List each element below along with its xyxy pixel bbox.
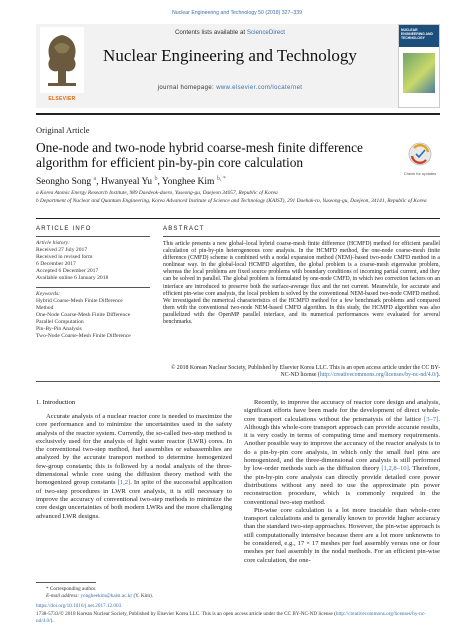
sciencedirect-link[interactable]: ScienceDirect [246,29,286,36]
paragraph-text: Accurate analysis of a nuclear reactor core is needed to maximize the core performance and to minimize the uncertainties used in the safety analysis of the reactor system. Currently, the so-called two-step method is exclusively used for the analysis of light water reactor (LWR) cores. In the conventional two-step method, fuel assemblies or subassemblies are analyzed by the accurate transport method to determine homogenized few-group constants; this is followed by a nodal analysis of the three-dimensional whole core using the diffusion theory method with the homogenized group constants [36,413,232,487]
cover-title: NUCLEAR ENGINEERING AND TECHNOLOGY [401,28,433,40]
history-item: 6 December 2017 [36,261,76,267]
citation-link[interactable]: [3–7] [424,415,439,423]
keyword-item: Hybrid Coarse-Mesh Finite Difference [36,298,123,304]
paragraph-text: . In spite of the successful application of two-step procedures in LWR core analysis, it is still necessary to improve the accuracy of conventional two-step methods to minimize the core design uncertainties of both modern LWRs and the more challenging advanced LWR designs. [36,479,233,520]
license-suffix: ). [50,617,54,624]
author-name[interactable]: , Hwanyeal Yu [96,177,155,188]
journal-citation-line[interactable]: Nuclear Engineering and Technology 50 (2018) 327–339 [172,10,302,16]
journal-homepage [90,85,370,91]
copyright-suffix: ). [436,372,440,379]
article-info-heading: ARTICLE INFO [36,226,92,232]
contents-prefix: Contents lists available at [174,29,247,36]
citation-link[interactable]: [1,2,8–10] [381,465,409,473]
affiliation-a: a Korea Atomic Energy Research Institute, 989 Daedeok-daero, Yuseong-gu, Daejeon 34057, Republic of Korea [36,190,278,196]
article-info-divider [36,236,150,237]
contents-availability [90,29,370,36]
paragraph-text: . Therefore, the pin-by-pin core analysis can directly provide detailed core power distributions without any need to use the approximate pin power reconstruction procedure, which is commonly required in the conventional two-step method. [244,465,440,506]
section-heading-introduction: 1. Introduction [36,399,76,406]
check-for-updates-label[interactable]: Check for updates [403,171,437,176]
history-item: Received 27 July 2017 [36,247,88,253]
license-link[interactable]: http://creativecommons.org/licenses/by-nc-nd/4.0/ [319,372,437,379]
publisher-name: ELSEVIER [48,96,76,102]
copyright-text: © 2018 Korean Nuclear Society, Published by Elsevier Korea LLC. This is an open access article under the CC BY-NC-ND license ( [170,365,440,379]
author-list [36,176,226,187]
abstract-divider [163,236,440,237]
body-column-right [244,399,440,565]
article-type: Original Article [36,125,90,135]
email-label: E-mail address: [46,593,81,599]
citation-link[interactable]: [1,2] [117,479,131,487]
history-item: Accepted 6 December 2017 [36,268,99,274]
history-item: Available online 6 January 2018 [36,275,109,281]
body-paragraph [244,399,440,507]
keywords-label: Keywords: [36,291,61,297]
keywords-divider [36,287,150,288]
elsevier-tree-logo[interactable] [40,27,84,93]
license-text: 1738-5733/© 2018 Korean Nuclear Society, Published by Elsevier Korea LLC. This is an open access article under the CC BY-NC-ND license ( [36,611,336,617]
history-label: Article history: [36,240,71,246]
abstract-bottom-divider [36,381,440,382]
paragraph-text: . Although this whole-core transport approach can provide accurate results, it is very costly in terms of computing time and memory requirements. Another possible way to improve the accuracy of the reactor analysis is to do a pin-by-pin core analysis, in which only the small fuel pins are homogenized, and the three-dimensional core analysis is still performed by low-order methods such as the diffusion theory [244,415,440,473]
history-item: Received in revised form [36,254,93,260]
body-paragraph [36,413,232,521]
author-name[interactable]: Seongho Song [36,177,94,188]
copyright-notice [163,365,440,379]
affiliation-b: b Department of Nuclear and Quantum Engineering, Korea Advanced Institute of Science and Technology (KAIST), 291 Daehak-ro, Yuseong-gu, Daejeon, 34141, Republic of Korea [36,198,427,204]
journal-cover-thumbnail[interactable] [398,24,440,108]
abstract-heading: ABSTRACT [163,226,205,232]
email-suffix: (Y. Kim). [132,593,154,599]
article-title: One-node and two-node hybrid coarse-mesh finite difference algorithm for efficient pin-by-pin core calculation [36,140,363,170]
corresponding-author-note: * Corresponding author. [46,586,97,592]
keyword-item: Method [36,305,54,311]
email-note [46,593,153,600]
homepage-prefix: journal homepage: [157,85,217,91]
cover-image [403,53,435,93]
paragraph-text: Recently, to improve the accuracy of reactor core design and analysis, significant efforts have been made for the development of direct whole-core transport calculations without the prismatysis of the lattice [244,399,440,423]
keyword-item: Parallel Computation [36,319,84,325]
journal-title: Nuclear Engineering and Technology [103,46,357,65]
abstract-text: This article presents a new global–local hybrid coarse-mesh finite difference (HCMFD) method for efficient parallel calculation of pin-by-pin heterogeneous core analysis. In the HCMFD method, the one-node coarse-mesh finite difference (CMFD) scheme is combined with a nodal expansion method (NEM)–based two-node CMFD method in a nonlinear way. In the global-local HCMFD algorithm, the global problem is a coarse-mesh eigenvalue problem, whereas the local problems are fixed source problems with boundary conditions of incoming partial current, and they can be solved in parallel. The global problem is formulated by one-node CMFD, in which two correction factors on an interface are introduced to preserve both the surface-average flux and the net current. Meanwhile, for accurate and efficient pin-wise core analysis, the local problem is solved by the conventional NEM-based two-node CMFD method. We investigated the numerical characteristics of the HCMFD method for a few benchmark problems and compared them with the conventional two-node NEM-based CMFD algorithm. In this study, the HCMFD algorithm was also parallelized with the OpenMP parallel interface, and its numerical performances were evaluated for several benchmarks. [163,241,440,326]
footnote-divider [36,582,96,583]
license-link[interactable]: http://creativecommons.org/licenses/by-nc-nd/4.0/ [36,611,426,624]
body-column-left [36,413,232,521]
doi-link[interactable]: https://doi.org/10.1016/j.net.2017.12.003 [36,603,122,609]
homepage-link[interactable]: www.elsevier.com/locate/net [216,85,303,91]
email-link[interactable]: yongheekim@kaist.ac.kr [80,593,133,599]
keyword-item: Pin-By-Pin Analysis [36,326,82,332]
affiliation-marker[interactable]: a [93,176,97,182]
affiliation-divider [36,218,440,219]
journal-header-box [36,24,408,108]
keyword-item: Two-Node Coarse-Mesh Finite Difference [36,333,131,339]
affiliation-marker[interactable]: b, * [216,176,226,182]
bottom-license [36,611,440,624]
affiliation-marker[interactable]: b [154,176,158,182]
header-divider [36,113,440,115]
body-paragraph: Pin-wise core calculation is a lot more tractable than whole-core transport calculations and is generally known to provide higher accuracy than the standard two-step approaches. However, the pin-wise approach is still computationally intensive because there are a lot more unknowns to be considered, e.g., 17 × 17 meshes per fuel assembly versus one or four meshes per fuel assembly in the nodal methods. For an efficient pin-wise core calculation, the one- [244,506,440,564]
author-name[interactable]: , Yonghee Kim [157,177,217,188]
keyword-item: One-Node Coarse-Mesh Finite Difference [36,312,131,318]
